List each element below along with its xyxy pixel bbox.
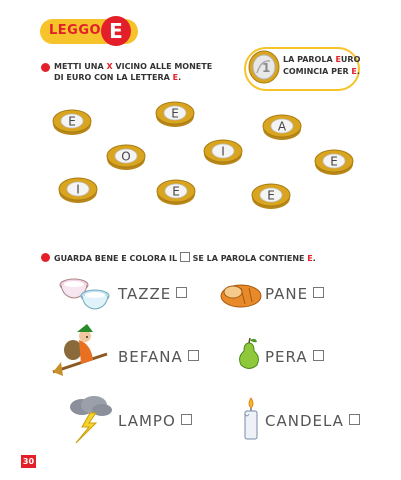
euro-coin-icon <box>248 50 280 84</box>
bullet-2 <box>41 253 50 262</box>
word-candela: CANDELA <box>265 412 360 430</box>
word-pane: PANE <box>265 285 324 303</box>
coin-letter: E <box>172 184 180 199</box>
coin-letter: E <box>267 188 275 203</box>
euro-coin-7[interactable] <box>58 174 98 204</box>
letter-badge: E <box>101 16 131 46</box>
bullet-1 <box>41 63 50 72</box>
cups-icon <box>58 273 114 313</box>
euro-coin-2[interactable] <box>155 98 195 128</box>
instruction-2: GUARDA BENE E COLORA IL SE LA PAROLA CONTIENE E. <box>54 254 316 263</box>
word-befana: BEFANA <box>118 348 199 366</box>
lightning-icon <box>66 395 114 445</box>
coin-letter: E <box>68 114 76 129</box>
euro-coin-9[interactable] <box>251 180 291 210</box>
pane-checkbox[interactable] <box>313 287 324 298</box>
coin-letter: A <box>277 119 287 134</box>
page-number: 30 <box>22 457 35 466</box>
bread-icon <box>219 279 263 309</box>
euro-coin-5[interactable] <box>203 136 243 166</box>
coin-letter: I <box>221 144 225 159</box>
coin-letter: E <box>330 154 338 169</box>
instruction-1-line1: METTI UNA X VICINO ALLE MONETE <box>54 62 213 71</box>
euro-coin-1[interactable] <box>52 106 92 136</box>
coin-letter: E <box>171 106 179 121</box>
info-line1: LA PAROLA EURO <box>283 55 361 64</box>
leggo-label: LEGGO <box>49 23 102 38</box>
instruction-1 <box>54 61 212 83</box>
euro-coin-6[interactable] <box>314 146 354 176</box>
word-tazze: TAZZE <box>118 285 187 303</box>
word-lampo: LAMPO <box>118 412 192 430</box>
lampo-checkbox[interactable] <box>181 414 192 425</box>
word-pera: PERA <box>265 348 324 366</box>
euro-coin-8[interactable] <box>156 176 196 206</box>
pear-icon <box>235 337 263 371</box>
tazze-checkbox[interactable] <box>176 287 187 298</box>
info-line2: COMINCIA PER E. <box>283 67 360 76</box>
coin-number: 1 <box>262 61 271 75</box>
euro-coin-3[interactable] <box>262 111 302 141</box>
befana-icon <box>51 322 111 378</box>
coin-letter: O <box>121 149 131 164</box>
coin-letter: I <box>76 182 80 197</box>
pera-checkbox[interactable] <box>313 350 324 361</box>
befana-checkbox[interactable] <box>188 350 199 361</box>
instruction-1-line2: DI EURO CON LA LETTERA E. <box>54 73 182 82</box>
euro-coin-4[interactable] <box>106 141 146 171</box>
inline-checkbox-icon <box>180 252 190 262</box>
candle-icon <box>240 396 262 442</box>
candela-checkbox[interactable] <box>349 414 360 425</box>
